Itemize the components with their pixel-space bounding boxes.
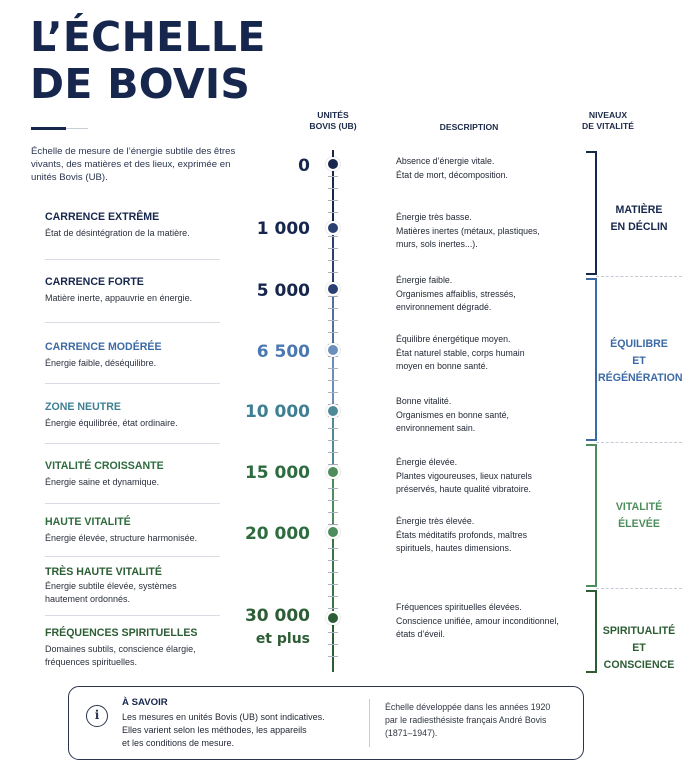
scale-dot (326, 282, 340, 296)
units-header-line-2: BOVIS (UB) (309, 121, 357, 131)
value-1000: 1 000 (256, 219, 310, 239)
axis-segment (332, 352, 334, 412)
value-20000: 20 000 (244, 524, 310, 544)
level-name: CARRENCE MODÉRÉE (45, 341, 162, 353)
axis-tick (328, 188, 338, 189)
description-line: Énergie élevée. (396, 457, 458, 467)
level-name: HAUTE VITALITÉ (45, 516, 131, 528)
vitality-group-line: ET (632, 355, 646, 367)
description-header: DESCRIPTION (439, 122, 499, 132)
vitality-header (568, 110, 648, 132)
axis-tick (328, 560, 338, 561)
vitality-group-line: EN DÉCLIN (610, 221, 668, 233)
level-separator (45, 503, 220, 504)
level-description: Matière inerte, appauvrie en énergie. (45, 293, 193, 303)
description-10000 (396, 395, 571, 436)
level-separator (45, 383, 220, 384)
description-line: Énergie très basse. (396, 212, 472, 222)
description-line: États méditatifs profonds, maîtres (396, 529, 528, 540)
title-underline (31, 127, 66, 130)
vitality-group-line: RÉGÉNÉRATION (598, 372, 683, 384)
value-6500: 6 500 (256, 342, 310, 362)
value-15000: 15 000 (244, 463, 310, 483)
description-15000 (396, 456, 571, 497)
bracket-matiere (586, 151, 596, 275)
axis-tick (328, 452, 338, 453)
axis-tick (328, 320, 338, 321)
axis-tick (328, 656, 338, 657)
axis-tick (328, 548, 338, 549)
description-line: préservés, haute qualité vibratoire. (396, 484, 531, 494)
level-separator (45, 259, 220, 260)
description-line: Plantes vigoureuses, lieux naturels (396, 470, 532, 481)
level-separator (45, 322, 220, 323)
axis-tick (328, 596, 338, 597)
bracket-spiritualite (586, 590, 596, 673)
description-6500 (396, 333, 571, 374)
axis-tick (328, 176, 338, 177)
level-carrence-forte (45, 275, 220, 305)
level-separator (45, 443, 220, 444)
vitality-group-line: ET CONSCIENCE (603, 642, 675, 671)
bracket-equilibre (586, 278, 596, 441)
description-line: murs, sols inertes...). (396, 239, 478, 249)
level-haute-vitalite (45, 515, 220, 545)
scale-dot (326, 611, 340, 625)
value-10000: 10 000 (244, 402, 310, 422)
vitality-group-matiere (598, 202, 680, 236)
vitality-header-line-1: NIVEAUX (588, 110, 628, 120)
axis-tick (328, 572, 338, 573)
level-name: CARRENCE EXTRÊME (45, 211, 160, 223)
level-description: Énergie subtile élevée, systèmes hautement ordonnés. (45, 581, 177, 604)
axis-tick (328, 632, 338, 633)
vitality-group-line: SPIRITUALITÉ (602, 625, 676, 637)
title-line-1: L’ÉCHELLE (30, 13, 266, 61)
vitality-group-line: VITALITÉ (615, 501, 663, 513)
info-text-line: Elles varient selon les méthodes, les appareils (122, 724, 307, 735)
description-line: moyen en bonne santé. (396, 361, 488, 371)
scale-dot (326, 157, 340, 171)
axis-tick (328, 332, 338, 333)
axis-tick (328, 248, 338, 249)
group-divider (596, 442, 682, 443)
description-line: spirituels, hautes dimensions. (396, 543, 512, 553)
axis-tick (328, 380, 338, 381)
level-carrence-moderee (45, 340, 220, 370)
axis-tick (328, 488, 338, 489)
value-30000: 30 000 (244, 606, 310, 626)
info-box (68, 686, 584, 760)
vitality-group-line: ÉQUILIBRE (610, 338, 668, 350)
vitality-group-spiritualite (598, 623, 680, 674)
axis-tick (328, 308, 338, 309)
scale-dot (326, 465, 340, 479)
bracket-vitalite (586, 444, 596, 587)
axis-tick (328, 440, 338, 441)
level-description: Énergie élevée, structure harmonisée. (45, 533, 198, 543)
title-line-2: DE BOVIS (30, 60, 251, 108)
axis-tick (328, 584, 338, 585)
level-description: Énergie faible, déséquilibre. (45, 358, 157, 368)
description-line: État naturel stable, corps humain (396, 347, 525, 358)
vitality-group-equilibre (598, 336, 683, 387)
intro-text: Échelle de mesure de l’énergie subtile des êtres vivants, des matières et des lieux, exprimée en unités Bovis (UB). (31, 146, 236, 183)
axis-tick (328, 272, 338, 273)
level-zone-neutre (45, 400, 220, 430)
vitality-group-vitalite (598, 499, 680, 533)
info-text-line: et les conditions de mesure. (122, 737, 235, 748)
axis-tick (328, 428, 338, 429)
axis-segment (332, 412, 334, 472)
description-line: Énergie faible. (396, 275, 453, 285)
axis-tick (328, 644, 338, 645)
info-note (385, 701, 575, 741)
scale-dot (326, 343, 340, 357)
info-note-line: par le radiesthésiste français André Bovis (385, 715, 547, 726)
axis-segment (332, 472, 334, 532)
scale-dot (326, 525, 340, 539)
description-20000 (396, 515, 571, 556)
description-line: états d’éveil. (396, 629, 445, 639)
axis-tick (328, 392, 338, 393)
info-title: À SAVOIR (122, 697, 168, 708)
scale-axis (324, 0, 342, 768)
axis-tick (328, 512, 338, 513)
info-text (122, 711, 362, 749)
level-name: VITALITÉ CROISSANTE (45, 460, 164, 472)
axis-tick (328, 608, 338, 609)
axis-tick (328, 296, 338, 297)
description-30000 (396, 601, 571, 642)
level-name: FRÉQUENCES SPIRITUELLES (45, 627, 198, 639)
description-line: Équilibre énergétique moyen. (396, 334, 511, 344)
scale-dot (326, 404, 340, 418)
page-title (30, 14, 266, 108)
axis-tick (328, 500, 338, 501)
info-divider (369, 699, 370, 747)
vitality-group-line: MATIÈRE (615, 204, 663, 216)
level-frequences-spirituelles (45, 626, 220, 668)
level-name: CARRENCE FORTE (45, 276, 144, 288)
axis-segment (332, 618, 334, 672)
level-carrence-extreme (45, 210, 220, 240)
level-name: TRÈS HAUTE VITALITÉ (45, 566, 162, 578)
description-line: Conscience unifiée, amour inconditionnel, (396, 615, 559, 626)
description-line: environnement dégradé. (396, 302, 492, 312)
axis-tick (328, 260, 338, 261)
level-name: ZONE NEUTRE (45, 401, 121, 413)
group-divider (596, 276, 682, 277)
description-5000 (396, 274, 571, 315)
description-line: Matières inertes (métaux, plastiques, (396, 225, 540, 236)
vitality-header-line-2: DE VITALITÉ (582, 121, 634, 131)
scale-dot (326, 221, 340, 235)
description-line: Organismes en bonne santé, (396, 409, 509, 420)
axis-tick (328, 212, 338, 213)
level-vitalite-croissante (45, 459, 220, 489)
description-line: environnement sain. (396, 423, 476, 433)
value-30000-suffix: et plus (255, 631, 310, 647)
info-note-line: (1871–1947). (385, 728, 438, 739)
units-header-line-1: UNITÉS (317, 110, 349, 120)
level-tres-haute-vitalite (45, 565, 220, 605)
title-underline-light (66, 128, 88, 129)
level-description: Domaines subtils, conscience élargie, fréquences spirituelles. (45, 644, 196, 667)
axis-segment (332, 532, 334, 618)
axis-tick (328, 368, 338, 369)
description-line: Énergie très élevée. (396, 516, 475, 526)
value-5000: 5 000 (256, 281, 310, 301)
description-line: Fréquences spirituelles élevées. (396, 602, 522, 612)
info-icon: i (86, 705, 108, 727)
group-divider (596, 588, 682, 589)
level-description: État de désintégration de la matière. (45, 228, 190, 238)
level-description: Énergie saine et dynamique. (45, 477, 160, 487)
description-1000 (396, 211, 571, 252)
level-separator (45, 615, 220, 616)
info-note-line: Échelle développée dans les années 1920 (385, 702, 551, 712)
description-line: Absence d’énergie vitale. (396, 156, 495, 166)
value-0: 0 (298, 156, 310, 176)
description-line: Organismes affaiblis, stressés, (396, 288, 516, 299)
level-separator (45, 556, 220, 557)
info-text-line: Les mesures en unités Bovis (UB) sont indicatives. (122, 712, 325, 722)
vitality-group-line: ÉLEVÉE (618, 518, 660, 530)
axis-tick (328, 200, 338, 201)
description-line: Bonne vitalité. (396, 396, 452, 406)
axis-tick (328, 236, 338, 237)
description-0 (396, 155, 571, 182)
level-description: Énergie équilibrée, état ordinaire. (45, 418, 178, 428)
description-line: État de mort, décomposition. (396, 169, 508, 180)
